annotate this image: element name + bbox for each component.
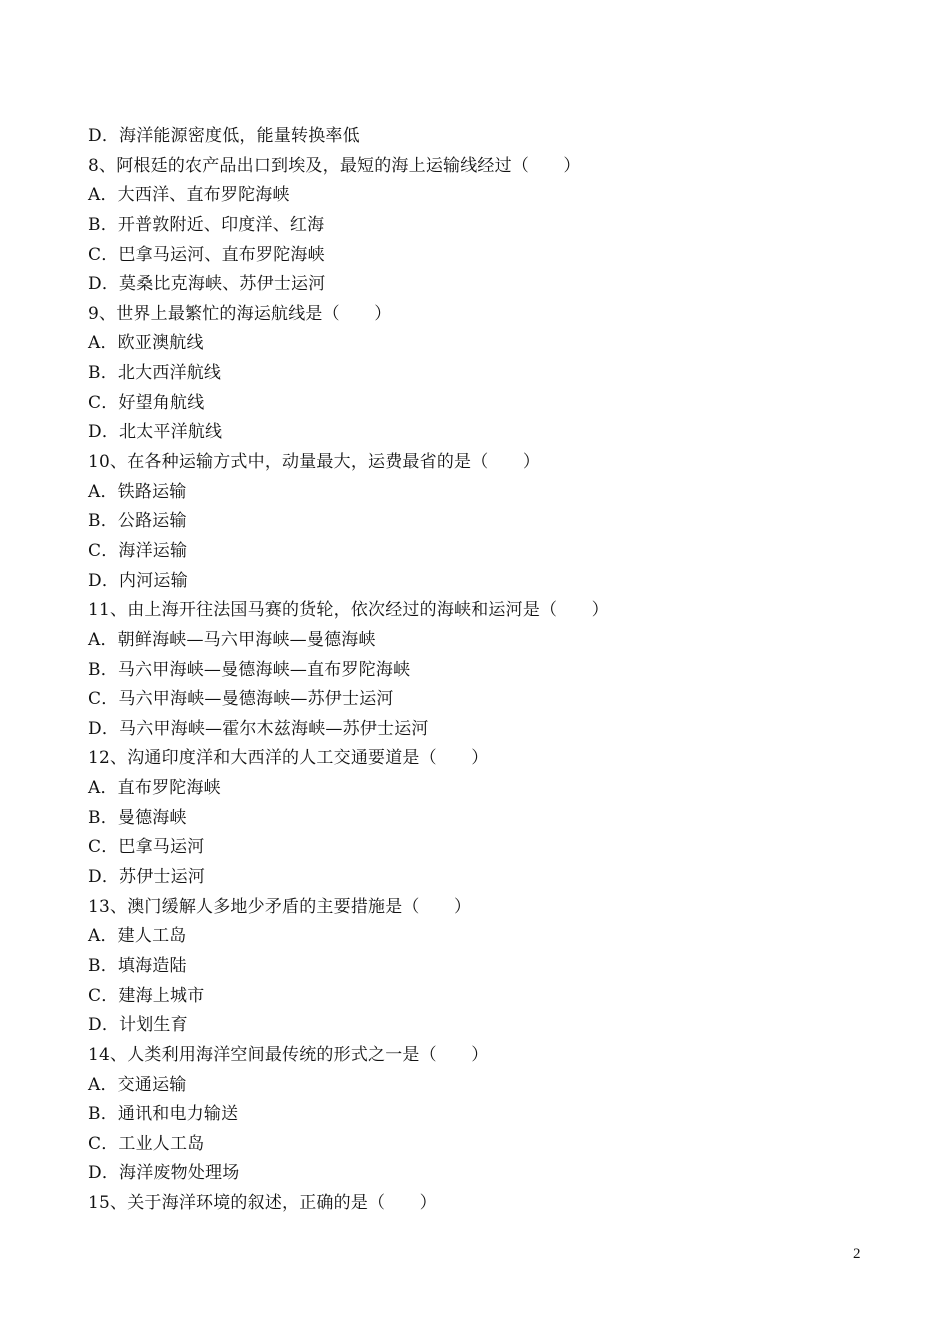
option-line: B．通讯和电力输送 [88, 1104, 239, 1125]
page-number: 2 [853, 1246, 861, 1262]
question-11-stem: 11、由上海开往法国马赛的货轮，依次经过的海峡和运河是（ ） [88, 600, 609, 621]
option-line: D．莫桑比克海峡、苏伊士运河 [88, 274, 326, 295]
question-13-stem: 13、澳门缓解人多地少矛盾的主要措施是（ ） [88, 896, 472, 917]
option-line: C．建海上城市 [88, 985, 205, 1006]
question-12-stem: 12、沟通印度洋和大西洋的人工交通要道是（ ） [88, 748, 489, 769]
option-line: D．内河运输 [88, 570, 188, 591]
option-line: B．开普敦附近、印度洋、红海 [88, 214, 325, 235]
option-line: D．海洋废物处理场 [88, 1163, 240, 1184]
option-line: A．朝鲜海峡—马六甲海峡—曼德海峡 [88, 629, 376, 650]
option-line: A．欧亚澳航线 [88, 333, 204, 354]
option-line: A．铁路运输 [88, 481, 187, 502]
question-10-stem: 10、在各种运输方式中，动量最大，运费最省的是（ ） [88, 452, 541, 473]
question-15-stem: 15、关于海洋环境的叙述，正确的是（ ） [88, 1193, 437, 1214]
option-line: A．直布罗陀海峡 [88, 778, 221, 799]
question-text-block [88, 122, 888, 1219]
option-line: C．巴拿马运河、直布罗陀海峡 [88, 244, 325, 265]
option-line: C．海洋运输 [88, 540, 188, 561]
option-line: C．巴拿马运河 [88, 837, 205, 858]
question-9-stem: 9、世界上最繁忙的海运航线是（ ） [88, 303, 392, 324]
option-line: B．北大西洋航线 [88, 363, 222, 384]
option-line: C．马六甲海峡—曼德海峡—苏伊士运河 [88, 689, 394, 710]
option-line: B．公路运输 [88, 511, 187, 532]
option-line: D．马六甲海峡—霍尔木兹海峡—苏伊士运河 [88, 718, 429, 739]
option-line: D．北太平洋航线 [88, 422, 223, 443]
question-14-stem: 14、人类利用海洋空间最传统的形式之一是（ ） [88, 1044, 489, 1065]
option-line: A．交通运输 [88, 1074, 187, 1095]
option-line: D．计划生育 [88, 1015, 188, 1036]
option-line: B．填海造陆 [88, 955, 187, 976]
option-line: A．大西洋、直布罗陀海峡 [88, 185, 290, 206]
option-line: C．好望角航线 [88, 392, 205, 413]
option-line: D．苏伊士运河 [88, 867, 206, 888]
option-line: D．海洋能源密度低，能量转换率低 [88, 126, 360, 146]
option-line: A．建人工岛 [88, 926, 187, 947]
option-line: C．工业人工岛 [88, 1133, 205, 1154]
question-8-stem: 8、阿根廷的农产品出口到埃及，最短的海上运输线经过（ ） [88, 155, 581, 176]
option-line: B．马六甲海峡—曼德海峡—直布罗陀海峡 [88, 659, 411, 680]
option-line: B．曼德海峡 [88, 807, 187, 828]
